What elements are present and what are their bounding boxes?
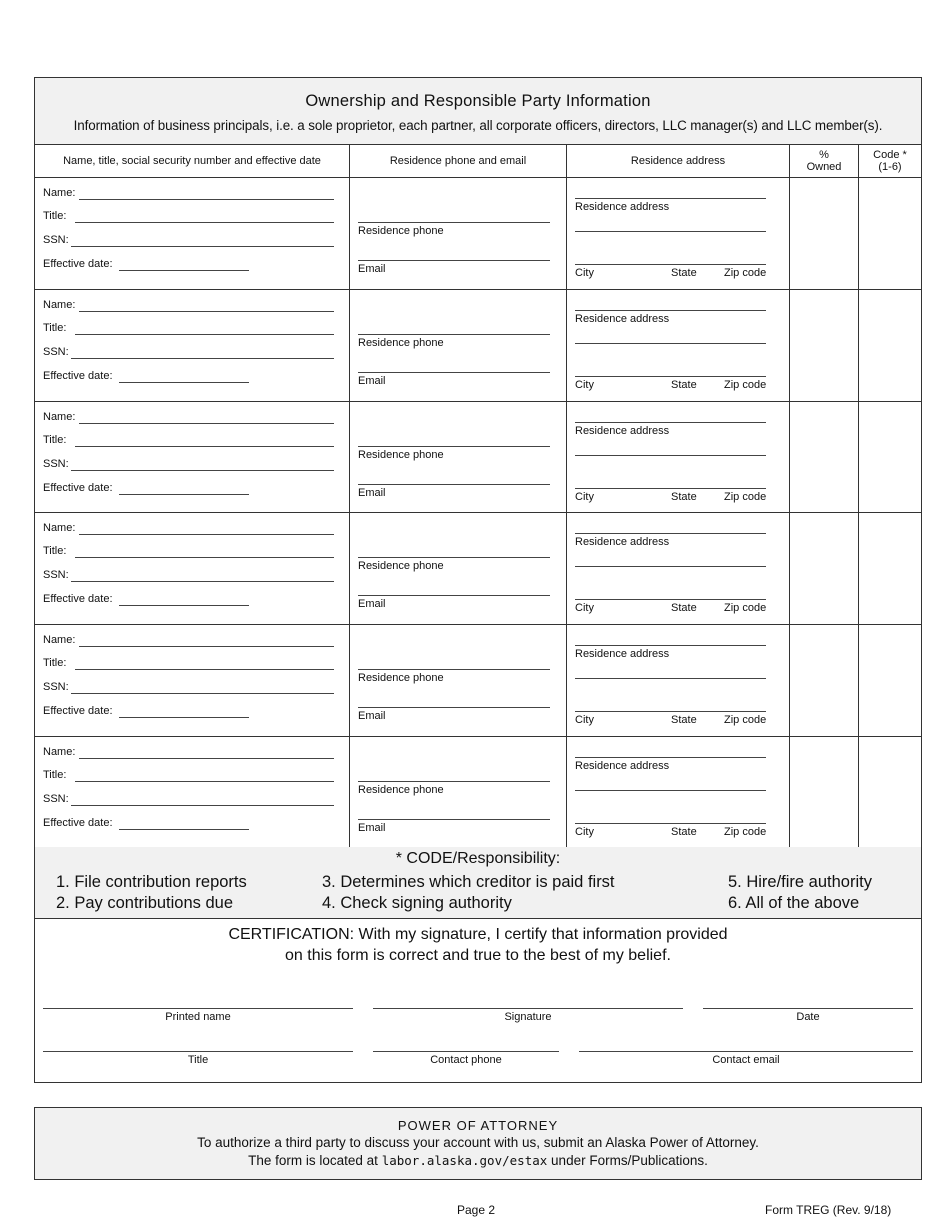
city-state-zip-field[interactable] [575,376,766,377]
poa-title: POWER OF ATTORNEY [397,1118,559,1133]
title-field[interactable] [75,334,334,335]
column-header-owned: % Owned [790,144,858,178]
certification-line-1: CERTIFICATION: With my signature, I certify that information provided [228,926,728,943]
zip-code-label: Zip code [724,602,767,614]
residence-address-label: Residence address [575,536,670,548]
email-field[interactable] [358,595,550,596]
page-number: Page 2 [457,1203,496,1217]
title-label: Title: [43,434,67,446]
residence-phone-label: Residence phone [358,784,444,796]
code-item-5: 5. Hire/fire authority [728,873,872,891]
effective-date-field[interactable] [119,270,249,271]
code-cell[interactable] [859,625,921,736]
residence-address-field[interactable] [575,198,766,199]
ssn-label: SSN: [43,458,69,470]
name-field[interactable] [79,758,334,759]
email-field[interactable] [358,707,550,708]
title-label: Title: [43,210,67,222]
ownership-form [34,77,922,1083]
title-label: Title [187,1054,209,1066]
residence-phone-field[interactable] [358,557,550,558]
title-field[interactable] [75,222,334,223]
code-item-3: 3. Determines which creditor is paid first [322,873,615,891]
code-cell[interactable] [859,737,921,848]
city-state-zip-field[interactable] [575,599,766,600]
ssn-label: SSN: [43,569,69,581]
title-label: Title: [43,545,67,557]
poa-link[interactable]: labor.alaska.gov/estax [381,1153,548,1168]
column-header-address: Residence address [567,144,789,178]
signature-label: Signature [504,1011,552,1023]
address-line-2-field[interactable] [575,678,766,679]
city-state-zip-field[interactable] [575,711,766,712]
email-field[interactable] [358,260,550,261]
title-field[interactable] [75,446,334,447]
address-line-2-field[interactable] [575,566,766,567]
ssn-field[interactable] [71,693,334,694]
title-label: Title: [43,322,67,334]
email-label: Email [358,710,386,722]
zip-code-label: Zip code [724,714,767,726]
residence-phone-field[interactable] [358,781,550,782]
effective-date-field[interactable] [119,829,249,830]
form-id: Form TREG (Rev. 9/18) [765,1203,892,1217]
effective-date-label: Effective date: [43,370,113,382]
city-label: City [575,826,594,838]
residence-address-label: Residence address [575,425,670,437]
code-legend-title: * CODE/Responsibility: [395,850,561,867]
code-item-6: 6. All of the above [728,894,860,912]
email-field[interactable] [358,819,550,820]
residence-phone-label: Residence phone [358,337,444,349]
principal-row [35,290,921,401]
residence-phone-label: Residence phone [358,560,444,572]
ssn-label: SSN: [43,234,69,246]
address-line-2-field[interactable] [575,231,766,232]
city-state-zip-field[interactable] [575,264,766,265]
residence-address-label: Residence address [575,201,670,213]
effective-date-label: Effective date: [43,258,113,270]
name-field[interactable] [79,534,334,535]
signature-field[interactable] [373,1008,683,1009]
city-state-zip-field[interactable] [575,823,766,824]
effective-date-label: Effective date: [43,817,113,829]
code-legend [35,847,921,919]
effective-date-label: Effective date: [43,482,113,494]
title-field[interactable] [43,1051,353,1052]
email-label: Email [358,598,386,610]
contact-email-field[interactable] [579,1051,913,1052]
effective-date-field[interactable] [119,382,249,383]
residence-phone-field[interactable] [358,446,550,447]
contact-phone-label: Contact phone [430,1054,502,1066]
city-label: City [575,491,594,503]
percent-owned-cell[interactable] [790,402,858,513]
name-label: Name: [43,187,76,199]
date-label: Date [796,1011,820,1023]
principal-row [35,737,921,848]
effective-date-label: Effective date: [43,593,113,605]
residence-address-field[interactable] [575,310,766,311]
zip-code-label: Zip code [724,379,767,391]
residence-address-field[interactable] [575,533,766,534]
title-field[interactable] [75,669,334,670]
ssn-field[interactable] [71,581,334,582]
email-label: Email [358,263,386,275]
address-line-2-field[interactable] [575,343,766,344]
residence-phone-label: Residence phone [358,225,444,237]
name-label: Name: [43,299,76,311]
residence-address-label: Residence address [575,313,670,325]
email-label: Email [358,375,386,387]
residence-address-field[interactable] [575,422,766,423]
code-cell[interactable] [859,290,921,401]
name-field[interactable] [79,199,334,200]
email-label: Email [358,822,386,834]
city-label: City [575,602,594,614]
form-header [35,78,921,145]
column-header-phone: Residence phone and email [350,144,566,178]
percent-owned-cell[interactable] [790,290,858,401]
printed-name-field[interactable] [43,1008,353,1009]
form-subtitle: Information of business principals, i.e. a sole proprietor, each partner, all corporate officers, directors, LLC manager(s) and LLC member(s). [73,118,883,133]
name-field[interactable] [79,646,334,647]
name-field[interactable] [79,423,334,424]
name-label: Name: [43,634,76,646]
residence-address-label: Residence address [575,760,670,772]
principal-row [35,513,921,624]
ssn-label: SSN: [43,346,69,358]
certification-line-2: on this form is correct and true to the best of my belief. [285,947,671,964]
state-label: State [671,267,697,279]
address-line-2-field[interactable] [575,455,766,456]
effective-date-label: Effective date: [43,705,113,717]
zip-code-label: Zip code [724,267,767,279]
title-label: Title: [43,657,67,669]
name-label: Name: [43,746,76,758]
state-label: State [671,826,697,838]
code-cell[interactable] [859,178,921,289]
city-label: City [575,267,594,279]
code-item-4: 4. Check signing authority [322,894,512,912]
state-label: State [671,714,697,726]
residence-address-label: Residence address [575,648,670,660]
poa-line-1: To authorize a third party to discuss your account with us, submit an Alaska Power of Attorney. [197,1135,759,1150]
residence-phone-label: Residence phone [358,672,444,684]
residence-address-field[interactable] [575,645,766,646]
ssn-field[interactable] [71,470,334,471]
state-label: State [671,491,697,503]
state-label: State [671,379,697,391]
residence-phone-label: Residence phone [358,449,444,461]
city-label: City [575,714,594,726]
residence-phone-field[interactable] [358,669,550,670]
column-header-name: Name, title, social security number and effective date [35,144,349,178]
code-cell[interactable] [859,513,921,624]
residence-address-field[interactable] [575,757,766,758]
contact-phone-field[interactable] [373,1051,559,1052]
title-field[interactable] [75,781,334,782]
principal-row [35,402,921,513]
code-item-1: 1. File contribution reports [56,873,247,891]
effective-date-field[interactable] [119,605,249,606]
form-title: Ownership and Responsible Party Information [305,92,651,110]
name-label: Name: [43,522,76,534]
email-label: Email [358,487,386,499]
principal-row [35,178,921,289]
column-header-code: Code * (1-6) [859,144,921,178]
email-field[interactable] [358,372,550,373]
effective-date-field[interactable] [119,717,249,718]
code-cell[interactable] [859,402,921,513]
principal-row [35,625,921,736]
percent-owned-cell[interactable] [790,513,858,624]
zip-code-label: Zip code [724,491,767,503]
date-field[interactable] [703,1008,913,1009]
power-of-attorney-box [34,1107,922,1180]
ssn-label: SSN: [43,793,69,805]
residence-phone-field[interactable] [358,334,550,335]
ssn-field[interactable] [71,805,334,806]
name-label: Name: [43,411,76,423]
poa-line-2: The form is located at labor.alaska.gov/estax under Forms/Publications. [248,1153,708,1168]
effective-date-field[interactable] [119,494,249,495]
title-label: Title: [43,769,67,781]
title-field[interactable] [75,557,334,558]
ssn-field[interactable] [71,358,334,359]
ssn-label: SSN: [43,681,69,693]
residence-phone-field[interactable] [358,222,550,223]
percent-owned-cell[interactable] [790,737,858,848]
address-line-2-field[interactable] [575,790,766,791]
percent-owned-cell[interactable] [790,178,858,289]
state-label: State [671,602,697,614]
city-state-zip-field[interactable] [575,488,766,489]
zip-code-label: Zip code [724,826,767,838]
name-field[interactable] [79,311,334,312]
city-label: City [575,379,594,391]
printed-name-label: Printed name [165,1011,231,1023]
percent-owned-cell[interactable] [790,625,858,736]
email-field[interactable] [358,484,550,485]
ssn-field[interactable] [71,246,334,247]
code-item-2: 2. Pay contributions due [56,894,234,912]
contact-email-label: Contact email [712,1054,780,1066]
